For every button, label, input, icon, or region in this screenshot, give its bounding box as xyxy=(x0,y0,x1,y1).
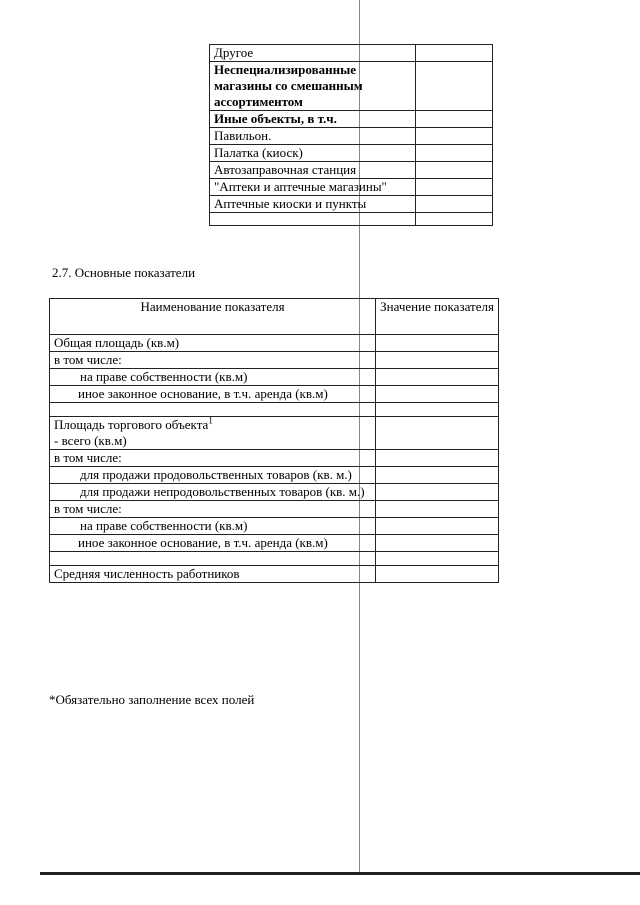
table-row xyxy=(210,45,493,62)
row-label: Аптечные киоски и пункты xyxy=(210,196,416,213)
row-label: Иные объекты, в т.ч. xyxy=(210,111,416,128)
row-label: Площадь торгового объекта xyxy=(54,417,209,432)
value-cell[interactable] xyxy=(415,111,492,128)
row-label: в том числе: xyxy=(50,501,376,518)
value-cell[interactable] xyxy=(376,535,499,552)
table-row xyxy=(50,369,499,386)
row-label: Автозаправочная станция xyxy=(210,162,416,179)
trade-area-label xyxy=(50,417,376,450)
table-row xyxy=(50,335,499,352)
indicators-table xyxy=(49,298,499,583)
row-label: Павильон. xyxy=(210,128,416,145)
value-cell[interactable] xyxy=(376,467,499,484)
value-cell[interactable] xyxy=(376,501,499,518)
row-label: иное законное основание, в т.ч. аренда (кв.м) xyxy=(50,535,376,552)
value-cell[interactable] xyxy=(415,62,492,111)
value-cell[interactable] xyxy=(376,566,499,583)
table-header-row xyxy=(50,299,499,335)
row-label: Палатка (киоск) xyxy=(210,145,416,162)
row-label: на праве собственности (кв.м) xyxy=(50,369,376,386)
table-row xyxy=(210,111,493,128)
value-cell[interactable] xyxy=(376,450,499,467)
value-cell[interactable] xyxy=(415,45,492,62)
table-row xyxy=(50,403,499,417)
row-label: для продажи непродовольственных товаров (кв. м.) xyxy=(50,484,376,501)
footnote-mark: 1 xyxy=(208,415,213,426)
object-type-table xyxy=(209,44,493,226)
section-title: 2.7. Основные показатели xyxy=(52,265,196,280)
value-cell[interactable] xyxy=(415,179,492,196)
value-cell[interactable] xyxy=(415,145,492,162)
row-label: "Аптеки и аптечные магазины" xyxy=(210,179,416,196)
value-cell[interactable] xyxy=(376,518,499,535)
row-label: Неспециализированные магазины со смешанным ассортиментом xyxy=(210,62,416,111)
table-row xyxy=(50,417,499,450)
row-label: в том числе: xyxy=(50,352,376,369)
table-row xyxy=(210,179,493,196)
value-cell[interactable] xyxy=(376,417,499,450)
header-name: Наименование показателя xyxy=(50,299,376,335)
value-cell[interactable] xyxy=(415,128,492,145)
table-row xyxy=(210,145,493,162)
table-row xyxy=(50,518,499,535)
value-cell[interactable] xyxy=(376,335,499,352)
row-label xyxy=(210,213,416,226)
table-row xyxy=(50,484,499,501)
row-label: на праве собственности (кв.м) xyxy=(50,518,376,535)
header-value: Значение показателя xyxy=(376,299,499,335)
table-row xyxy=(210,162,493,179)
row-label: иное законное основание, в т.ч. аренда (кв.м) xyxy=(50,386,376,403)
table-row xyxy=(50,535,499,552)
row-label: для продажи продовольственных товаров (кв. м.) xyxy=(50,467,376,484)
row-label: Другое xyxy=(210,45,416,62)
table-row xyxy=(50,352,499,369)
row-label: - всего (кв.м) xyxy=(54,433,127,448)
value-cell[interactable] xyxy=(415,196,492,213)
table-row xyxy=(210,213,493,226)
row-label xyxy=(50,552,376,566)
table-row xyxy=(210,62,493,111)
value-cell[interactable] xyxy=(376,352,499,369)
table-row xyxy=(50,552,499,566)
table-row xyxy=(210,128,493,145)
value-cell[interactable] xyxy=(376,386,499,403)
row-label: Общая площадь (кв.м) xyxy=(50,335,376,352)
table-row xyxy=(50,386,499,403)
table-row xyxy=(210,196,493,213)
row-label: Средняя численность работников xyxy=(50,566,376,583)
value-cell[interactable] xyxy=(376,403,499,417)
table-row xyxy=(50,467,499,484)
value-cell[interactable] xyxy=(415,213,492,226)
mandatory-note: *Обязательно заполнение всех полей xyxy=(49,692,255,707)
table-row xyxy=(50,450,499,467)
value-cell[interactable] xyxy=(376,369,499,386)
scan-bottom-edge xyxy=(40,872,640,875)
row-label: в том числе: xyxy=(50,450,376,467)
table-row xyxy=(50,501,499,518)
row-label xyxy=(50,403,376,417)
value-cell[interactable] xyxy=(415,162,492,179)
table-row xyxy=(50,566,499,583)
value-cell[interactable] xyxy=(376,484,499,501)
value-cell[interactable] xyxy=(376,552,499,566)
